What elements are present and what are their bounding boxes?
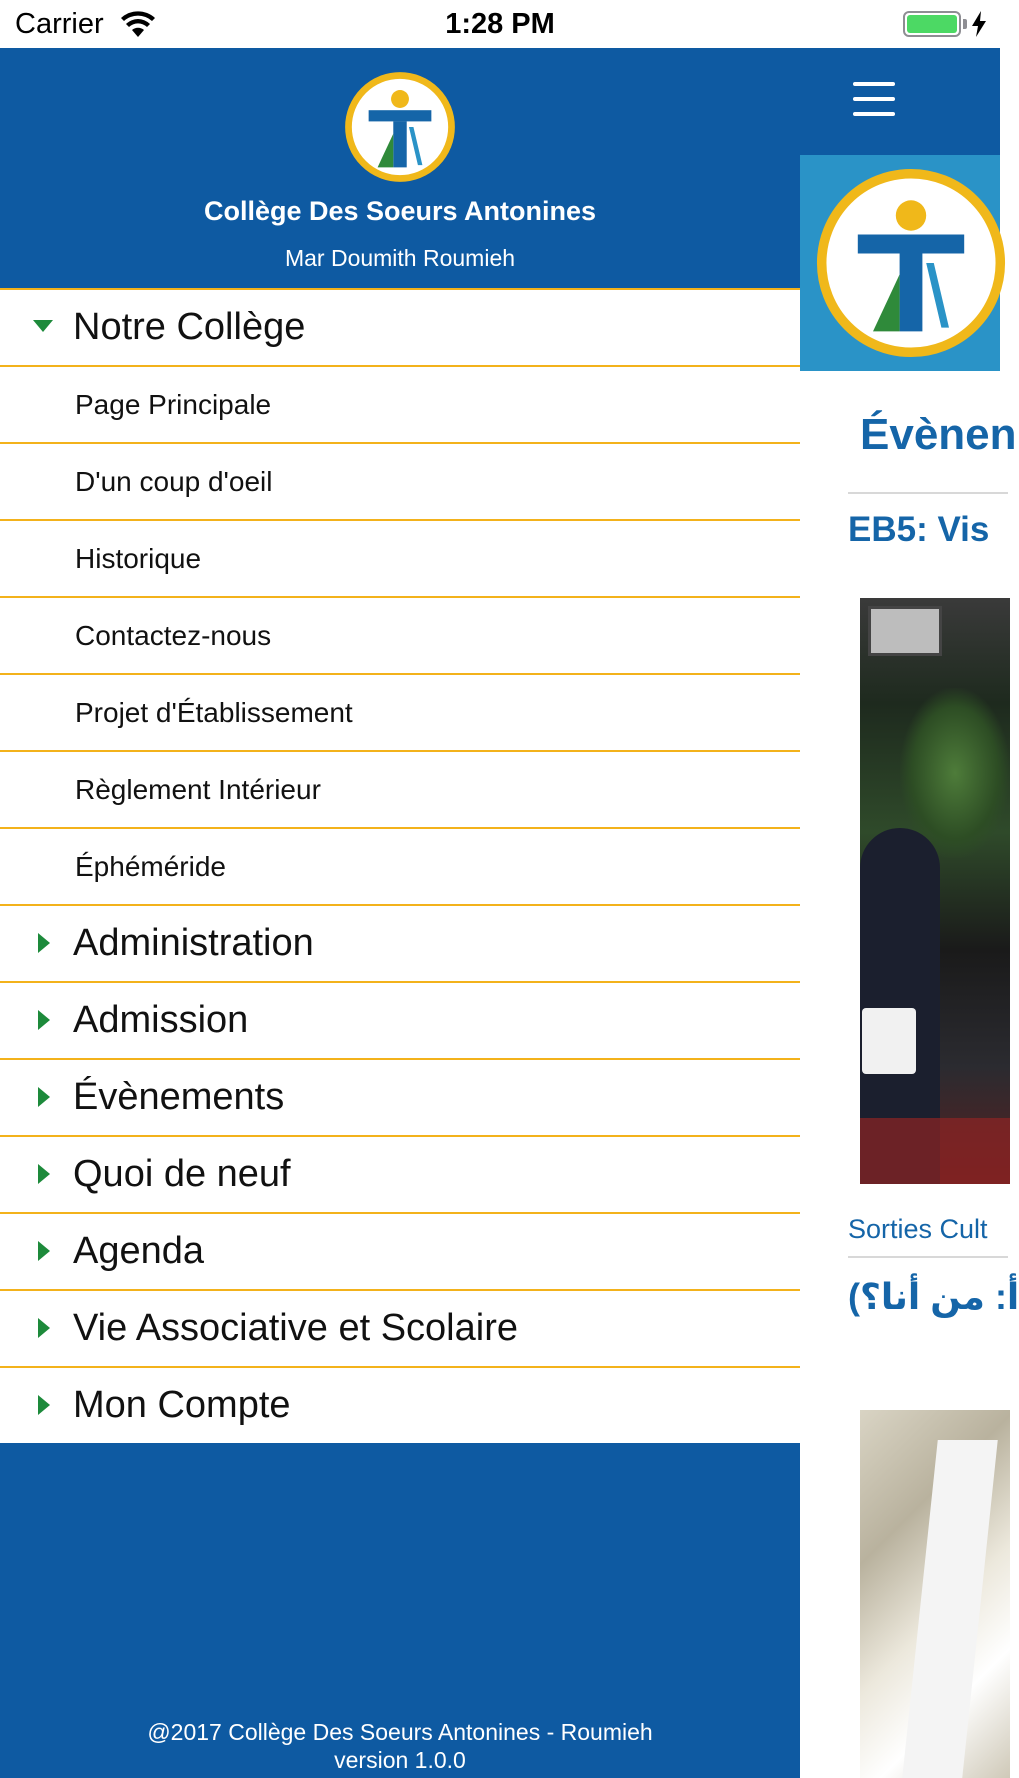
menu-section-label: Administration bbox=[73, 922, 314, 964]
content-banner bbox=[800, 155, 1000, 371]
clock: 1:28 PM bbox=[445, 8, 555, 40]
battery-icon bbox=[903, 11, 961, 37]
menu-item-reglement[interactable] bbox=[0, 750, 800, 827]
caret-right-icon bbox=[38, 1318, 50, 1338]
menu-item-label: Règlement Intérieur bbox=[75, 774, 321, 805]
carrier-label: Carrier bbox=[15, 8, 104, 40]
menu-section-agenda[interactable] bbox=[0, 1212, 800, 1289]
menu-item-label: Éphéméride bbox=[75, 851, 226, 882]
menu-section-label: Évènements bbox=[73, 1076, 285, 1118]
menu-item-projet[interactable] bbox=[0, 673, 800, 750]
drawer-footer bbox=[0, 1718, 800, 1774]
content-top-bar bbox=[800, 48, 1000, 155]
caret-right-icon bbox=[38, 1241, 50, 1261]
article-title[interactable]: (أ: من أنا؟ bbox=[848, 1276, 1019, 1317]
menu-section-admission[interactable] bbox=[0, 981, 800, 1058]
caret-right-icon bbox=[38, 1010, 50, 1030]
drawer-header bbox=[0, 48, 800, 288]
college-logo-icon bbox=[344, 71, 456, 183]
menu-section-notre-college[interactable] bbox=[0, 288, 800, 365]
menu-section-quoi-de-neuf[interactable] bbox=[0, 1135, 800, 1212]
caret-right-icon bbox=[38, 1164, 50, 1184]
menu-item-coup-doeil[interactable] bbox=[0, 442, 800, 519]
caret-down-icon bbox=[33, 320, 53, 332]
hamburger-menu-icon[interactable] bbox=[853, 82, 895, 116]
main-content bbox=[800, 48, 1019, 1778]
menu-section-evenements[interactable] bbox=[0, 1058, 800, 1135]
college-logo-icon bbox=[816, 168, 1006, 358]
menu-section-label: Admission bbox=[73, 999, 249, 1041]
caret-right-icon bbox=[38, 1087, 50, 1107]
drawer-menu bbox=[0, 288, 800, 1443]
menu-section-administration[interactable] bbox=[0, 904, 800, 981]
menu-item-historique[interactable] bbox=[0, 519, 800, 596]
menu-section-label: Mon Compte bbox=[73, 1384, 291, 1426]
caret-right-icon bbox=[38, 933, 50, 953]
article-photo[interactable] bbox=[860, 1410, 1010, 1778]
status-bar bbox=[0, 0, 1000, 48]
version-text: version 1.0.0 bbox=[334, 1747, 466, 1773]
content-divider bbox=[848, 492, 1008, 494]
school-name: Collège Des Soeurs Antonines bbox=[203, 196, 597, 226]
menu-section-label: Notre Collège bbox=[73, 306, 306, 348]
menu-section-label: Quoi de neuf bbox=[73, 1153, 291, 1195]
menu-item-label: Historique bbox=[75, 543, 202, 574]
menu-item-contactez-nous[interactable] bbox=[0, 596, 800, 673]
menu-item-label: Contactez-nous bbox=[75, 620, 272, 651]
navigation-drawer bbox=[0, 48, 800, 1778]
article-title[interactable]: EB5: Vis bbox=[848, 510, 990, 549]
menu-item-page-principale[interactable] bbox=[0, 365, 800, 442]
article-photo[interactable] bbox=[860, 598, 1010, 1184]
menu-item-label: D'un coup d'oeil bbox=[75, 466, 273, 497]
caret-right-icon bbox=[38, 1395, 50, 1415]
menu-section-label: Vie Associative et Scolaire bbox=[73, 1307, 518, 1349]
menu-item-ephemeride[interactable] bbox=[0, 827, 800, 904]
bolt-icon bbox=[970, 10, 988, 38]
content-heading: Évènen bbox=[860, 410, 1017, 459]
battery-cap bbox=[963, 19, 967, 29]
menu-item-label: Projet d'Établissement bbox=[75, 697, 353, 728]
menu-section-vie-associative[interactable] bbox=[0, 1289, 800, 1366]
content-divider bbox=[848, 1256, 1008, 1258]
menu-section-label: Agenda bbox=[73, 1230, 205, 1272]
menu-section-mon-compte[interactable] bbox=[0, 1366, 800, 1443]
article-category[interactable]: Sorties Cult bbox=[848, 1214, 988, 1244]
school-location: Mar Doumith Roumieh bbox=[284, 245, 516, 271]
copyright-text: @2017 Collège Des Soeurs Antonines - Roumieh bbox=[147, 1719, 653, 1745]
menu-item-label: Page Principale bbox=[75, 389, 272, 420]
